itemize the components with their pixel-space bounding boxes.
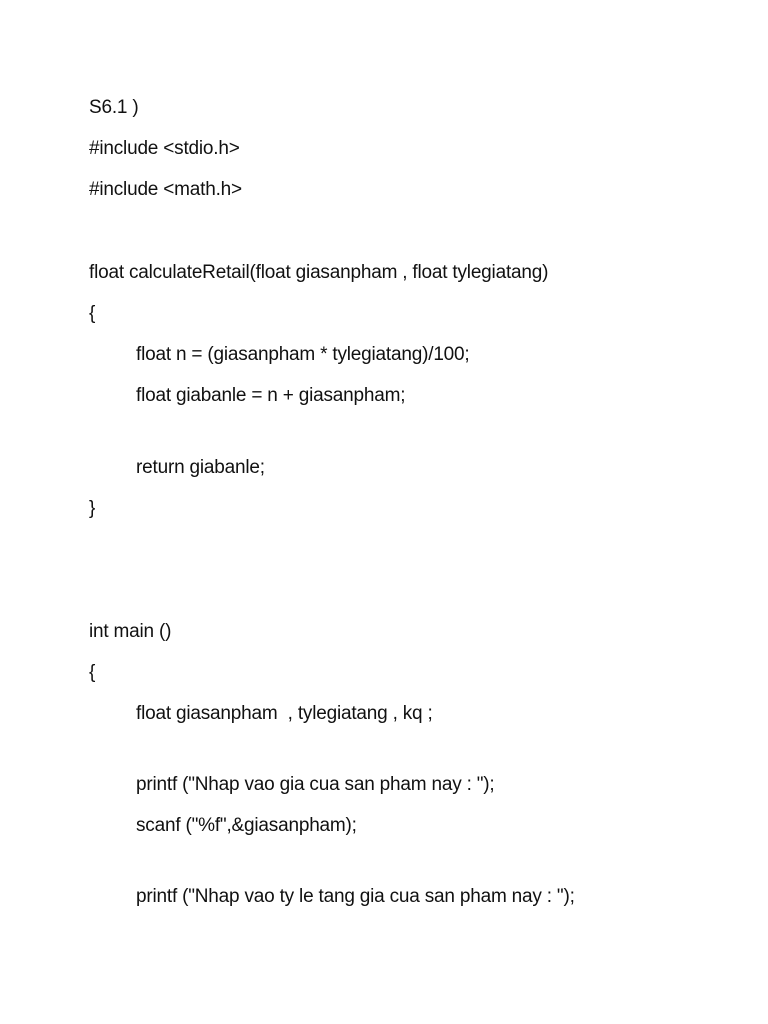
code-line-printf-price: printf ("Nhap vao gia cua san pham nay : "); [136,774,495,795]
main-signature-line: int main () [89,621,172,642]
function-close-brace: } [89,498,96,519]
section-heading: S6.1 ) [89,97,139,118]
function-open-brace: { [89,303,96,324]
code-line-declarations: float giasanpham , tylegiatang , kq ; [136,703,433,724]
code-line-scanf-price: scanf ("%f",&giasanpham); [136,815,357,836]
include-math-line: #include <math.h> [89,179,242,200]
code-line-return: return giabanle; [136,457,265,478]
code-line-printf-rate: printf ("Nhap vao ty le tang gia cua san pham nay : "); [136,886,575,907]
main-open-brace: { [89,662,96,683]
function-signature-line: float calculateRetail(float giasanpham , float tylegiatang) [89,262,549,283]
code-line-float-giabanle: float giabanle = n + giasanpham; [136,385,406,406]
code-line-float-n: float n = (giasanpham * tylegiatang)/100; [136,344,470,365]
include-stdio-line: #include <stdio.h> [89,138,240,159]
